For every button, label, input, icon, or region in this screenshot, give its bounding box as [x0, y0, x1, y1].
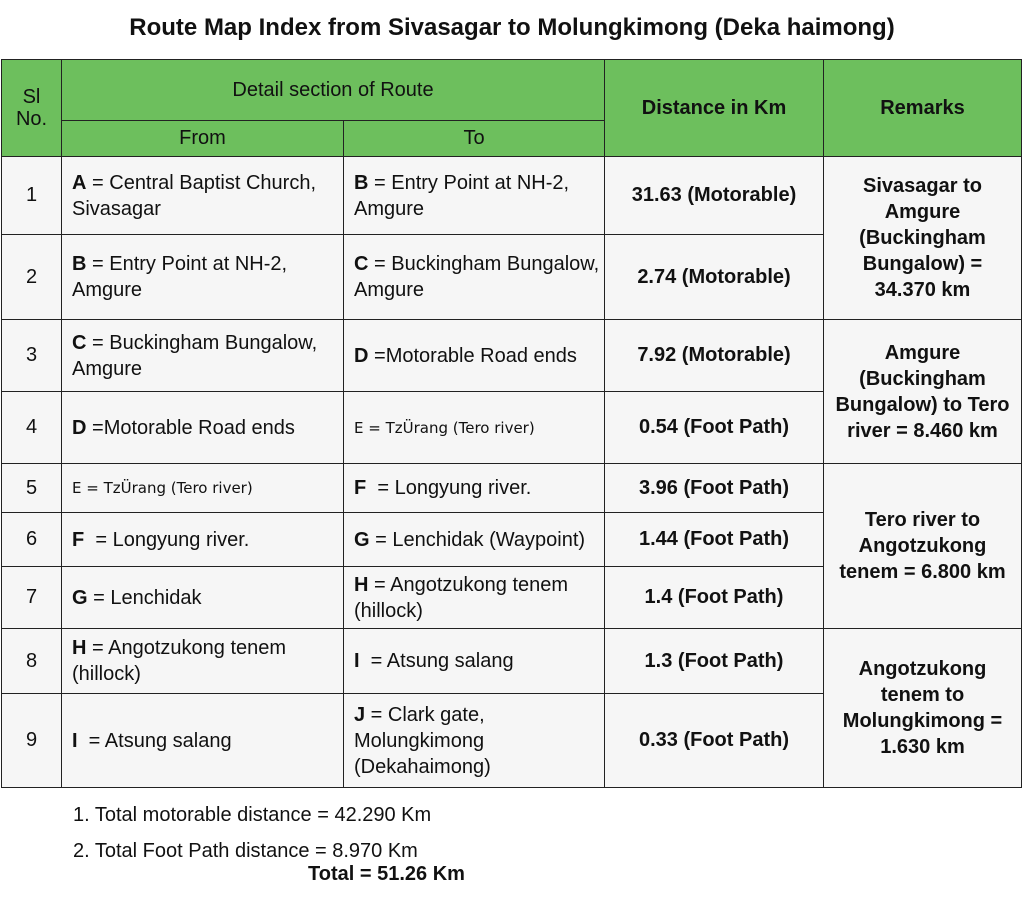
from-point-text: = Buckingham Bungalow, Amgure	[72, 331, 318, 380]
header-sl-no: Sl No.	[2, 60, 62, 157]
to-point-label: G	[354, 528, 370, 551]
from-point-text: = Longyung river.	[84, 528, 250, 551]
from-cell	[62, 694, 344, 788]
from-cell	[62, 513, 344, 567]
distance-cell: 1.4 (Foot Path)	[605, 567, 824, 629]
remarks-cell: Angotzukong tenem to Molungkimong = 1.630 km	[824, 629, 1022, 788]
to-cell	[344, 629, 605, 694]
distance-cell: 0.54 (Foot Path)	[605, 392, 824, 464]
table-row	[2, 157, 1022, 235]
from-cell	[62, 392, 344, 464]
route-table	[1, 59, 1022, 788]
to-cell	[344, 392, 605, 464]
distance-cell: 7.92 (Motorable)	[605, 320, 824, 392]
to-point-text: E = TzÜrang (Tero river)	[354, 418, 535, 437]
to-cell	[344, 235, 605, 320]
from-point-text: =Motorable Road ends	[86, 416, 295, 439]
note-footpath-total: 2. Total Foot Path distance = 8.970 Km	[73, 840, 418, 862]
sl-cell: 2	[2, 235, 62, 320]
to-point-label: I	[354, 650, 360, 672]
header-to: To	[344, 121, 605, 157]
from-point-label: H	[72, 637, 87, 659]
from-cell	[62, 567, 344, 629]
to-point-label: H	[354, 573, 369, 596]
sl-cell: 3	[2, 320, 62, 392]
from-point-label: D	[72, 416, 87, 439]
from-cell	[62, 464, 344, 513]
distance-cell: 3.96 (Foot Path)	[605, 464, 824, 513]
header-remarks: Remarks	[824, 60, 1022, 157]
header-from: From	[62, 121, 344, 157]
from-point-text: = Atsung salang	[77, 729, 232, 752]
distance-cell: 2.74 (Motorable)	[605, 235, 824, 320]
remarks-cell: Sivasagar to Amgure (Buckingham Bungalow) = 34.370 km	[824, 157, 1022, 320]
to-cell	[344, 694, 605, 788]
to-point-label: F	[354, 477, 367, 499]
to-point-label: C	[354, 253, 369, 275]
sl-cell: 7	[2, 567, 62, 629]
to-point-text: = Buckingham Bungalow, Amgure	[354, 253, 600, 301]
from-point-text: = Central Baptist Church, Sivasagar	[72, 171, 317, 220]
to-point-text: = Angotzukong tenem (hillock)	[354, 573, 569, 622]
document-title: Route Map Index from Sivasagar to Molungkimong (Deka haimong)	[129, 14, 895, 41]
sl-cell: 9	[2, 694, 62, 788]
remarks-cell: Amgure (Buckingham Bungalow) to Tero river = 8.460 km	[824, 320, 1022, 464]
distance-cell: 31.63 (Motorable)	[605, 157, 824, 235]
table-row	[2, 320, 1022, 392]
to-point-label: D	[354, 344, 369, 367]
table-row	[2, 464, 1022, 513]
to-cell	[344, 464, 605, 513]
to-point-text: =Motorable Road ends	[368, 344, 577, 367]
to-cell	[344, 567, 605, 629]
from-point-label: I	[72, 729, 78, 752]
distance-cell: 0.33 (Foot Path)	[605, 694, 824, 788]
from-point-label: B	[72, 253, 87, 275]
to-cell	[344, 513, 605, 567]
table-row	[2, 629, 1022, 694]
sl-cell: 4	[2, 392, 62, 464]
sl-cell: 1	[2, 157, 62, 235]
to-cell	[344, 157, 605, 235]
to-point-text: = Clark gate, Molungkimong (Dekahaimong)	[354, 703, 491, 778]
sl-cell: 5	[2, 464, 62, 513]
to-cell	[344, 320, 605, 392]
from-point-label: A	[72, 171, 87, 194]
from-point-text: E = TzÜrang (Tero river)	[72, 479, 253, 497]
from-point-label: F	[72, 528, 85, 551]
from-cell	[62, 157, 344, 235]
from-cell	[62, 235, 344, 320]
from-point-label: C	[72, 331, 87, 354]
from-point-text: = Entry Point at NH-2, Amgure	[72, 253, 288, 301]
notes	[73, 797, 431, 869]
from-point-label: G	[72, 586, 88, 609]
from-cell	[62, 320, 344, 392]
grand-total: Total = 51.26 Km	[308, 863, 465, 885]
to-point-label: B	[354, 171, 369, 194]
to-point-text: = Lenchidak (Waypoint)	[369, 528, 586, 551]
sl-cell: 6	[2, 513, 62, 567]
distance-cell: 1.3 (Foot Path)	[605, 629, 824, 694]
to-point-text: = Entry Point at NH-2, Amgure	[354, 171, 570, 220]
sl-cell: 8	[2, 629, 62, 694]
header-detail-section: Detail section of Route	[62, 60, 605, 121]
to-point-label: J	[354, 703, 366, 726]
from-point-text: = Angotzukong tenem (hillock)	[72, 637, 287, 685]
note-motorable-total: 1. Total motorable distance = 42.290 Km	[73, 804, 432, 826]
remarks-cell: Tero river to Angotzukong tenem = 6.800 km	[824, 464, 1022, 629]
header-distance: Distance in Km	[605, 60, 824, 157]
from-point-text: = Lenchidak	[87, 586, 202, 609]
from-cell	[62, 629, 344, 694]
to-point-text: = Longyung river.	[366, 477, 532, 499]
distance-cell: 1.44 (Foot Path)	[605, 513, 824, 567]
to-point-text: = Atsung salang	[359, 650, 514, 672]
